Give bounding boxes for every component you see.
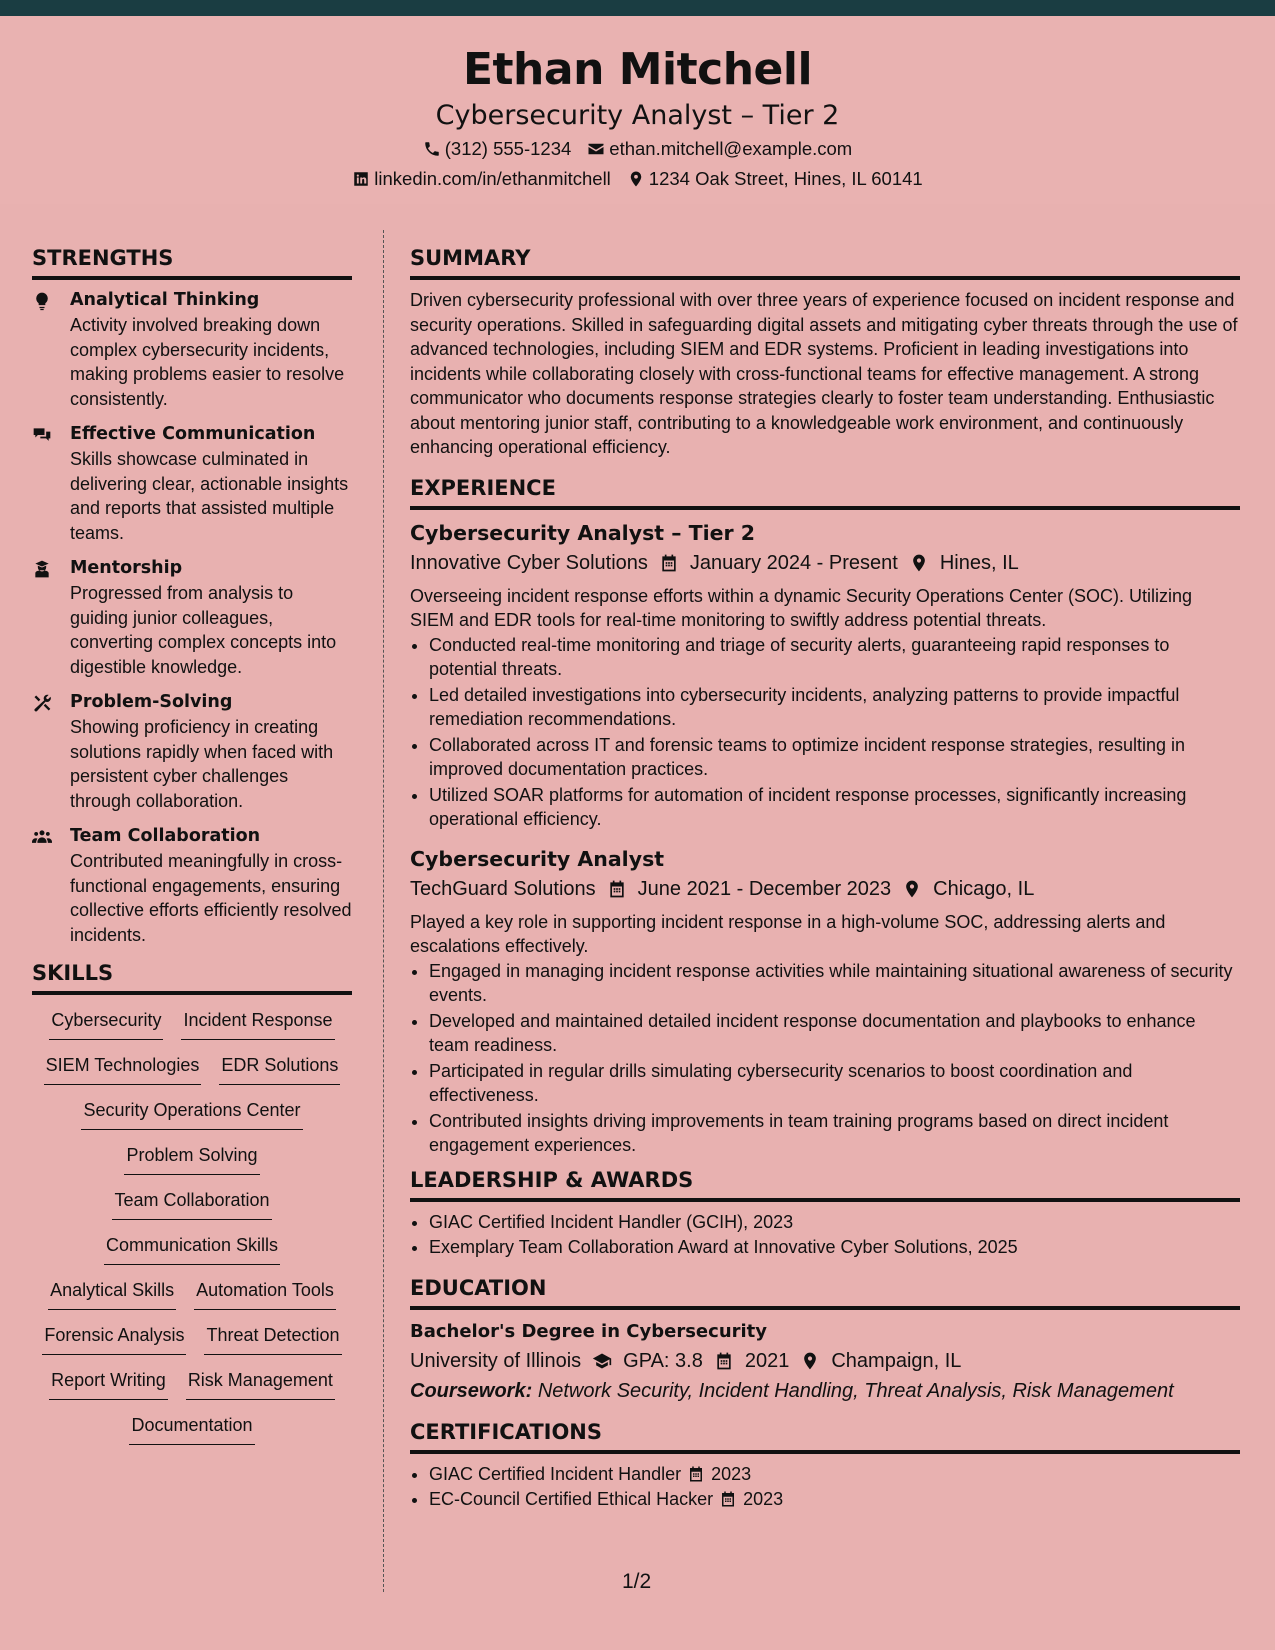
top-accent-bar xyxy=(0,0,1275,16)
certification-name: • EC-Council Certified Ethical Hacker xyxy=(429,1489,714,1509)
gpa-text: GPA: 3.8 xyxy=(623,1349,703,1372)
email-text[interactable]: ethan.mitchell@example.com xyxy=(609,138,853,159)
linkedin-contact[interactable] xyxy=(352,164,611,194)
job-location: Chicago, IL xyxy=(933,877,1035,900)
job-bullet: • Utilized SOAR platforms for automation of incident response processes, significantly increasing operational efficiency. xyxy=(429,783,1240,832)
skill-chip: Problem Solving xyxy=(124,1142,259,1175)
resume-body xyxy=(0,230,1275,1590)
certifications-heading: CERTIFICATIONS xyxy=(410,1418,1240,1454)
contact-line-1 xyxy=(0,134,1275,164)
calendar-icon xyxy=(606,878,628,900)
skill-chip: Communication Skills xyxy=(104,1232,280,1265)
experience-list xyxy=(410,518,1240,1158)
job-bullet: • Engaged in managing incident response activities while maintaining situational awareness of security events. xyxy=(429,959,1240,1008)
job-location: Hines, IL xyxy=(939,551,1019,574)
skills-list xyxy=(32,1007,352,1445)
teacher-icon xyxy=(32,556,70,679)
strength-desc: Activity involved breaking down complex cybersecurity incidents, making problems easier to resolve consistently. xyxy=(70,315,345,409)
page-number: 1/2 xyxy=(622,1570,652,1593)
job-dates: January 2024 - Present xyxy=(689,551,898,574)
graduation-year: 2021 xyxy=(744,1349,790,1372)
skill-chip: Team Collaboration xyxy=(112,1187,271,1220)
certification-item xyxy=(429,1462,1240,1487)
certification-year: 2023 xyxy=(711,1463,752,1484)
job-entry xyxy=(410,518,1240,832)
strength-desc: Skills showcase culminated in delivering clear, actionable insights and reports that assisted multiple teams. xyxy=(70,449,349,543)
phone-icon xyxy=(423,140,441,158)
column-divider xyxy=(383,230,384,1592)
skill-chip: Risk Management xyxy=(186,1367,335,1400)
strength-item xyxy=(32,556,352,679)
skill-chip: Documentation xyxy=(129,1412,254,1445)
skill-row xyxy=(32,1277,352,1310)
job-bullets xyxy=(410,633,1240,832)
skill-row xyxy=(32,1097,352,1130)
degree-title: Bachelor's Degree in Cybersecurity xyxy=(410,1320,768,1342)
calendar-icon xyxy=(719,1490,737,1508)
skill-row xyxy=(32,1187,352,1220)
job-entry xyxy=(410,844,1240,1158)
lightbulb-icon xyxy=(32,288,70,411)
address-contact xyxy=(627,164,923,194)
users-icon xyxy=(32,824,70,947)
resume-header xyxy=(0,16,1275,204)
strength-name: Mentorship xyxy=(70,558,183,578)
education-meta xyxy=(410,1346,1240,1376)
skill-chip: Report Writing xyxy=(49,1367,168,1400)
tools-icon xyxy=(32,690,70,813)
linkedin-text[interactable]: linkedin.com/in/ethanmitchell xyxy=(374,168,611,189)
certification-name: • GIAC Certified Incident Handler xyxy=(429,1463,682,1484)
coursework-label: Coursework: xyxy=(410,1379,533,1402)
skill-chip: Threat Detection xyxy=(204,1322,341,1355)
skill-chip: SIEM Technologies xyxy=(44,1052,202,1085)
linkedin-icon xyxy=(352,170,370,188)
skill-row xyxy=(32,1052,352,1085)
certification-item xyxy=(429,1487,1240,1512)
strength-name: Team Collaboration xyxy=(70,826,261,846)
strength-desc: Showing proficiency in creating solutions rapidly when faced with persistent cyber challenges through collaboration. xyxy=(70,717,334,811)
education-heading: EDUCATION xyxy=(410,1274,1240,1310)
skill-row xyxy=(32,1232,352,1265)
map-marker-icon xyxy=(901,878,923,900)
job-bullet: • Contributed insights driving improvements in team training programs based on direct incident engagement experiences. xyxy=(429,1109,1240,1158)
comments-icon xyxy=(32,422,70,545)
strength-item xyxy=(32,690,352,813)
strength-item xyxy=(32,824,352,947)
strengths-heading: STRENGTHS xyxy=(32,244,352,280)
leadership-item: • Exemplary Team Collaboration Award at Innovative Cyber Solutions, 2025 xyxy=(429,1235,1240,1260)
skill-row xyxy=(32,1367,352,1400)
address-text: 1234 Oak Street, Hines, IL 60141 xyxy=(648,168,923,189)
strength-name: Effective Communication xyxy=(70,424,316,444)
job-bullet: • Participated in regular drills simulating cybersecurity scenarios to boost coordination and effectiveness. xyxy=(429,1059,1240,1108)
skill-chip: Analytical Skills xyxy=(48,1277,176,1310)
candidate-name: Ethan Mitchell xyxy=(462,44,813,95)
job-bullet: • Led detailed investigations into cybersecurity incidents, analyzing patterns to provide impactful remediation recommendations. xyxy=(429,683,1240,732)
job-title: Cybersecurity Analyst xyxy=(410,846,665,871)
education-location: Champaign, IL xyxy=(831,1349,962,1372)
calendar-icon xyxy=(687,1465,705,1483)
contact-line-2 xyxy=(0,164,1275,194)
right-column xyxy=(410,244,1240,1513)
coursework xyxy=(410,1376,1240,1406)
job-bullet: • Collaborated across IT and forensic teams to optimize incident response strategies, resulting in improved documentation practices. xyxy=(429,733,1240,782)
calendar-icon xyxy=(658,552,680,574)
strengths-list xyxy=(32,288,352,947)
company-name: Innovative Cyber Solutions xyxy=(410,551,648,574)
email-contact[interactable] xyxy=(587,134,852,164)
summary-text: Driven cybersecurity professional with over three years of experience focused on incident response and security operations. Skilled in safeguarding digital assets and mitigating cyber threats through the use of advanced technologies, including SIEM and EDR systems. Proficient in leading investigations into incidents while collaborating closely with cross-functional teams for effective management. A strong communicator who documents response strategies clearly to foster team understanding. Enthusiastic about mentoring junior staff, contributing to a knowledgeable work environment, and continuously enhancing operational efficiency. xyxy=(410,290,1238,457)
skill-row xyxy=(32,1412,352,1445)
envelope-icon xyxy=(587,140,605,158)
phone-text: (312) 555-1234 xyxy=(444,138,572,159)
candidate-title: Cybersecurity Analyst – Tier 2 xyxy=(435,100,840,131)
strength-desc: Contributed meaningfully in cross-functional engagements, ensuring collective efforts efficiently resolved incidents. xyxy=(70,851,352,945)
summary-heading: SUMMARY xyxy=(410,244,1240,280)
leadership-item: • GIAC Certified Incident Handler (GCIH), 2023 xyxy=(429,1210,1240,1235)
leadership-heading: LEADERSHIP & AWARDS xyxy=(410,1166,1240,1202)
map-marker-icon xyxy=(627,170,645,188)
certification-year: 2023 xyxy=(743,1489,784,1509)
skill-chip: Incident Response xyxy=(181,1007,334,1040)
strength-item xyxy=(32,288,352,411)
graduation-cap-icon xyxy=(591,1350,613,1372)
skill-chip: Security Operations Center xyxy=(81,1097,302,1130)
experience-heading: EXPERIENCE xyxy=(410,474,1240,510)
job-meta xyxy=(410,874,1240,904)
job-description: Overseeing incident response efforts within a dynamic Security Operations Center (SOC). Utilizing SIEM and EDR tools for real-time monitoring to swiftly address potential threats. xyxy=(410,585,1193,630)
skill-chip: EDR Solutions xyxy=(219,1052,340,1085)
skill-chip: Forensic Analysis xyxy=(42,1322,186,1355)
left-column xyxy=(32,244,352,1445)
skill-row xyxy=(32,1007,352,1040)
company-name: TechGuard Solutions xyxy=(410,877,596,900)
coursework-text: Network Security, Incident Handling, Threat Analysis, Risk Management xyxy=(537,1379,1174,1402)
strength-item xyxy=(32,422,352,545)
strength-desc: Progressed from analysis to guiding junior colleagues, converting complex concepts into digestible knowledge. xyxy=(70,583,337,677)
job-dates: June 2021 - December 2023 xyxy=(637,877,892,900)
strength-name: Problem-Solving xyxy=(70,692,233,712)
leadership-list xyxy=(410,1210,1240,1260)
skills-section xyxy=(32,959,352,1445)
map-marker-icon xyxy=(799,1350,821,1372)
job-bullet: • Conducted real-time monitoring and triage of security alerts, guaranteeing rapid responses to potential threats. xyxy=(429,633,1240,682)
job-description: Played a key role in supporting incident response in a high-volume SOC, addressing alerts and escalations effectively. xyxy=(410,911,1166,956)
map-marker-icon xyxy=(908,552,930,574)
job-title: Cybersecurity Analyst – Tier 2 xyxy=(410,520,756,545)
skill-chip: Automation Tools xyxy=(194,1277,336,1310)
strength-name: Analytical Thinking xyxy=(70,290,260,310)
skills-heading: SKILLS xyxy=(32,959,352,995)
skill-row xyxy=(32,1322,352,1355)
skill-chip: Cybersecurity xyxy=(49,1007,163,1040)
job-bullet: • Developed and maintained detailed incident response documentation and playbooks to enhance team readiness. xyxy=(429,1009,1240,1058)
calendar-icon xyxy=(713,1350,735,1372)
certifications-list xyxy=(410,1462,1240,1512)
phone-contact xyxy=(423,134,572,164)
job-meta xyxy=(410,548,1240,578)
school-name: University of Illinois xyxy=(410,1349,582,1372)
skill-row xyxy=(32,1142,352,1175)
job-bullets xyxy=(410,959,1240,1158)
